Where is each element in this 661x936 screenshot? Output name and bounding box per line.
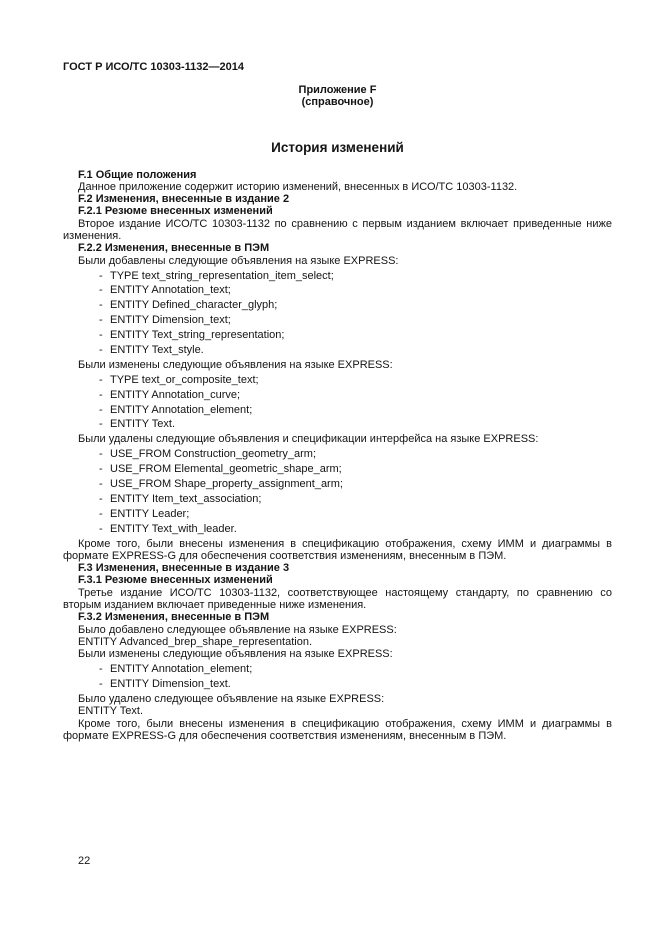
paragraph: ENTITY Text. [78,705,144,718]
list-dash-marker: - [99,678,103,691]
section-heading: F.2.2 Изменения, внесенные в ПЭМ [78,242,270,255]
list-dash-marker: - [99,403,103,416]
section-heading: F.3.2 Изменения, внесенные в ПЭМ [78,611,270,624]
list-dash-marker: - [99,284,103,297]
list-dash-marker: - [99,373,103,386]
list-item-text: ENTITY Annotation_curve; [110,388,241,401]
list-item-text: USE_FROM Shape_property_assignment_arm; [110,478,343,491]
paragraph: Кроме того, были внесены изменения в спецификацию отображения, схему ИММ и диаграммы в формате EXPRESS-G для обеспечения соответствия изменениям, внесенным в ПЭМ. [63,537,612,562]
list-item [63,374,612,386]
paragraph: ENTITY Advanced_brep_shape_representation. [78,635,313,648]
list-dash-marker: - [99,418,103,431]
annex-subtitle: (справочное) [301,96,374,109]
document-header: ГОСТ Р ИСО/ТС 10303-1132—2014 [63,61,244,73]
list-dash-marker: - [99,507,103,520]
list-item-text: ENTITY Annotation_element; [110,403,253,416]
express-declaration-list [63,374,612,431]
list-item-text: ENTITY Dimension_text. [110,678,231,691]
list-item-text: USE_FROM Elemental_geometric_shape_arm; [110,463,342,476]
list-item-text: ENTITY Annotation_text; [110,284,231,297]
list-item [63,448,612,460]
document-body [63,169,612,743]
section-heading: F.3 Изменения, внесенные в издание 3 [78,562,290,575]
express-declaration-list [63,448,612,535]
list-item [63,478,612,490]
list-dash-marker: - [99,478,103,491]
list-dash-marker: - [99,492,103,505]
list-item-text: ENTITY Defined_character_glyph; [110,299,278,312]
paragraph: Были добавлены следующие объявления на языке EXPRESS: [78,254,399,267]
list-dash-marker: - [99,314,103,327]
paragraph: Было добавлено следующее объявление на языке EXPRESS: [78,623,397,636]
list-item-text: ENTITY Leader; [110,507,190,520]
list-item-text: TYPE text_string_representation_item_select; [110,269,334,282]
list-item [63,523,612,535]
list-item [63,463,612,475]
list-item-text: ENTITY Text_with_leader. [110,522,237,535]
list-item [63,389,612,401]
list-item [63,678,612,690]
list-item [63,284,612,296]
list-item-text: USE_FROM Construction_geometry_arm; [110,448,317,461]
list-item-text: ENTITY Item_text_association; [110,492,262,505]
list-item [63,493,612,505]
list-item-text: TYPE text_or_composite_text; [110,373,259,386]
paragraph: Второе издание ИСО/ТС 10303-1132 по сравнению с первым изданием включает приведенные ниже изменения. [63,217,612,243]
section-heading: F.2.1 Резюме внесенных изменений [78,205,273,218]
annex-title: Приложение F [298,84,377,96]
paragraph: Данное приложение содержит историю изменений, внесенных в ИСО/ТС 10303-1132. [78,180,518,193]
list-dash-marker: - [99,663,103,676]
list-dash-marker: - [99,344,103,357]
paragraph: Было удалено следующее объявление на языке EXPRESS: [78,692,385,705]
section-heading: F.3.1 Резюме внесенных изменений [78,574,273,587]
paragraph: Были удалены следующие объявления и спецификации интерфейса на языке EXPRESS: [78,433,539,446]
list-item-text: ENTITY Text_string_representation; [110,329,285,342]
list-item [63,404,612,416]
list-item-text: ENTITY Text_style. [110,344,204,357]
list-dash-marker: - [99,269,103,282]
page-title: История изменений [271,139,404,155]
list-item [63,329,612,341]
list-dash-marker: - [99,463,103,476]
paragraph: Были изменены следующие объявления на языке EXPRESS: [78,648,393,661]
paragraph: Кроме того, были внесены изменения в спецификацию отображения, схему ИММ и диаграммы в формате EXPRESS-G для обеспечения соответствия изменениям, внесенным в ПЭМ. [63,717,612,742]
list-item [63,299,612,311]
list-item [63,663,612,675]
list-item-text: ENTITY Annotation_element; [110,663,253,676]
list-item [63,344,612,356]
list-item [63,314,612,326]
list-dash-marker: - [99,299,103,312]
express-declaration-list [63,663,612,690]
list-item-text: ENTITY Text. [110,418,176,431]
list-item [63,270,612,282]
list-dash-marker: - [99,448,103,461]
list-item-text: ENTITY Dimension_text; [110,314,231,327]
page-number: 22 [78,855,91,867]
section-heading: F.2 Изменения, внесенные в издание 2 [78,193,290,206]
content-column [63,61,612,742]
list-item [63,508,612,520]
list-dash-marker: - [99,522,103,535]
paragraph: Были изменены следующие объявления на языке EXPRESS: [78,358,393,371]
section-heading: F.1 Общие положения [78,168,197,181]
list-dash-marker: - [99,329,103,342]
paragraph: Третье издание ИСО/ТС 10303-1132, соответствующее настоящему стандарту, по сравнению со вторым изданием включает приведенные ниже изменения. [63,586,612,612]
list-item [63,418,612,430]
list-dash-marker: - [99,388,103,401]
express-declaration-list [63,270,612,357]
